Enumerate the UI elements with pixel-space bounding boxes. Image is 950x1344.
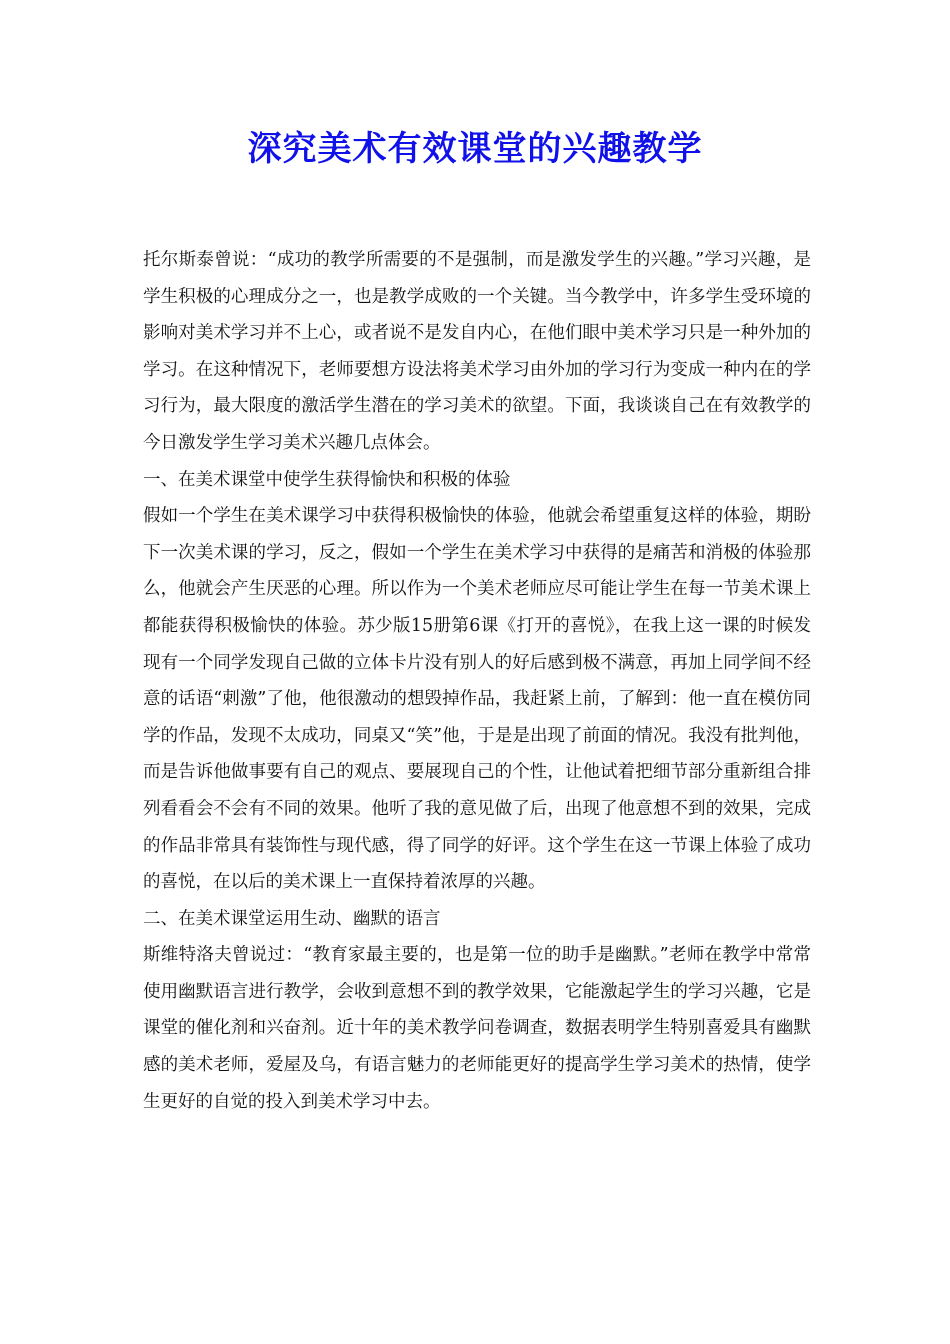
section-2-paragraph: 斯维特洛夫曾说过：“教育家最主要的，也是第一位的助手是幽默。”老师在教学中常常使用幽默语言进行教学，会收到意想不到的教学效果，它能激起学生的学习兴趣，它是课堂的催化剂和兴奋剂。近十年的美术教学问卷调查，数据表明学生特别喜爱具有幽默感的美术老师，爱屋及乌，有语言魅力的老师能更好的提高学生学习美术的热情，使学生更好的自觉的投入到美术学习中去。 — [143, 945, 811, 1112]
document-body — [143, 242, 811, 1120]
section-heading-1: 一、在美术课堂中使学生获得愉快和积极的体验 — [143, 469, 511, 490]
document-title: 深究美术有效课堂的兴趣教学 — [247, 129, 703, 169]
section-heading-2: 二、在美术课堂运用生动、幽默的语言 — [143, 908, 441, 929]
intro-paragraph: 托尔斯泰曾说：“成功的教学所需要的不是强制，而是激发学生的兴趣。”学习兴趣，是学生积极的心理成分之一，也是教学成败的一个关键。当今教学中，许多学生受环境的影响对美术学习并不上心，或者说不是发自内心，在他们眼中美术学习只是一种外加的学习。在这种情况下，老师要想方设法将美术学习由外加的学习行为变成一种内在的学习行为，最大限度的激活学生潜在的学习美术的欲望。下面，我谈谈自己在有效教学的今日激发学生学习美术兴趣几点体会。 — [143, 250, 811, 453]
section-1-paragraph: 假如一个学生在美术课学习中获得积极愉快的体验，他就会希望重复这样的体验，期盼下一次美术课的学习，反之，假如一个学生在美术学习中获得的是痛苦和消极的体验那么，他就会产生厌恶的心理。所以作为一个美术老师应尽可能让学生在每一节美术课上都能获得积极愉快的体验。苏少版15册第6课《打开的喜悦》，在我上这一课的时候发现有一个同学发现自己做的立体卡片没有别人的好后感到极不满意，再加上同学间不经意的话语“刺激”了他，他很激动的想毁掉作品，我赶紧上前，了解到：他一直在模仿同学的作品，发现不太成功，同桌又“笑”他，于是是出现了前面的情况。我没有批判他，而是告诉他做事要有自己的观点、要展现自己的个性，让他试着把细节部分重新组合排列看看会不会有不同的效果。他听了我的意见做了后，出现了他意想不到的效果，完成的作品非常具有装饰性与现代感，得了同学的好评。这个学生在这一节课上体验了成功的喜悦，在以后的美术课上一直保持着浓厚的兴趣。 — [143, 506, 811, 893]
